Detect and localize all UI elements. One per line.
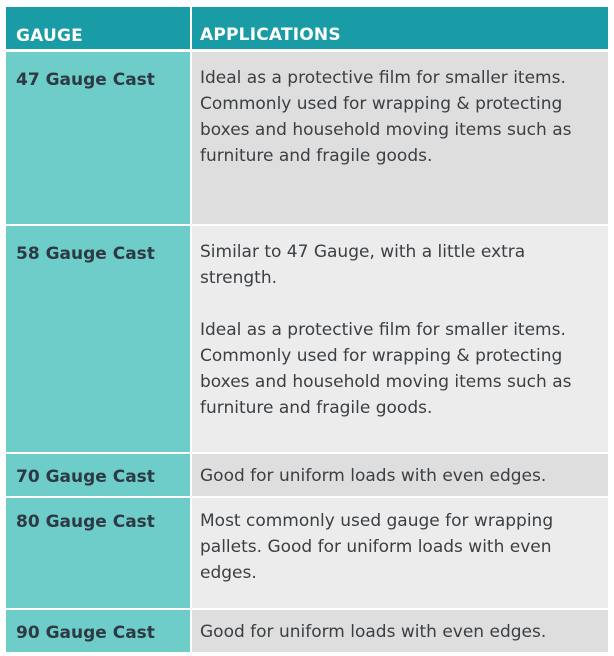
applications-cell: [192, 52, 608, 224]
applications-text: Good for uniform loads with even edges.: [200, 466, 547, 486]
applications-cell: [192, 226, 608, 452]
gauge-cell: 58 Gauge Cast: [6, 226, 190, 452]
applications-cell: [192, 454, 608, 496]
gauge-table: [6, 7, 608, 652]
applications-text: Similar to 47 Gauge, with a little extra strength.: [200, 242, 526, 288]
gauge-cell: 47 Gauge Cast: [6, 52, 190, 224]
table-row: [6, 498, 608, 608]
table-row: [6, 52, 608, 224]
gauge-cell: 70 Gauge Cast: [6, 454, 190, 496]
table-row: [6, 610, 608, 652]
header-gauge: GAUGE: [6, 7, 190, 49]
gauge-cell: 90 Gauge Cast: [6, 610, 190, 652]
gauge-cell: 80 Gauge Cast: [6, 498, 190, 608]
applications-text: Good for uniform loads with even edges.: [200, 622, 547, 642]
applications-text: Ideal as a protective film for smaller items. Commonly used for wrapping & protecting boxes and household moving items such as furniture and fragile goods.: [200, 320, 572, 418]
table-row: [6, 454, 608, 496]
applications-text: Ideal as a protective film for smaller items. Commonly used for wrapping & protecting boxes and household moving items such as furniture and fragile goods.: [200, 68, 572, 166]
applications-text: Most commonly used gauge for wrapping pallets. Good for uniform loads with even edges.: [200, 511, 554, 583]
table-row: [6, 226, 608, 452]
applications-cell: [192, 498, 608, 608]
applications-cell: [192, 610, 608, 652]
header-applications: APPLICATIONS: [192, 7, 608, 49]
table-header: [6, 7, 608, 49]
